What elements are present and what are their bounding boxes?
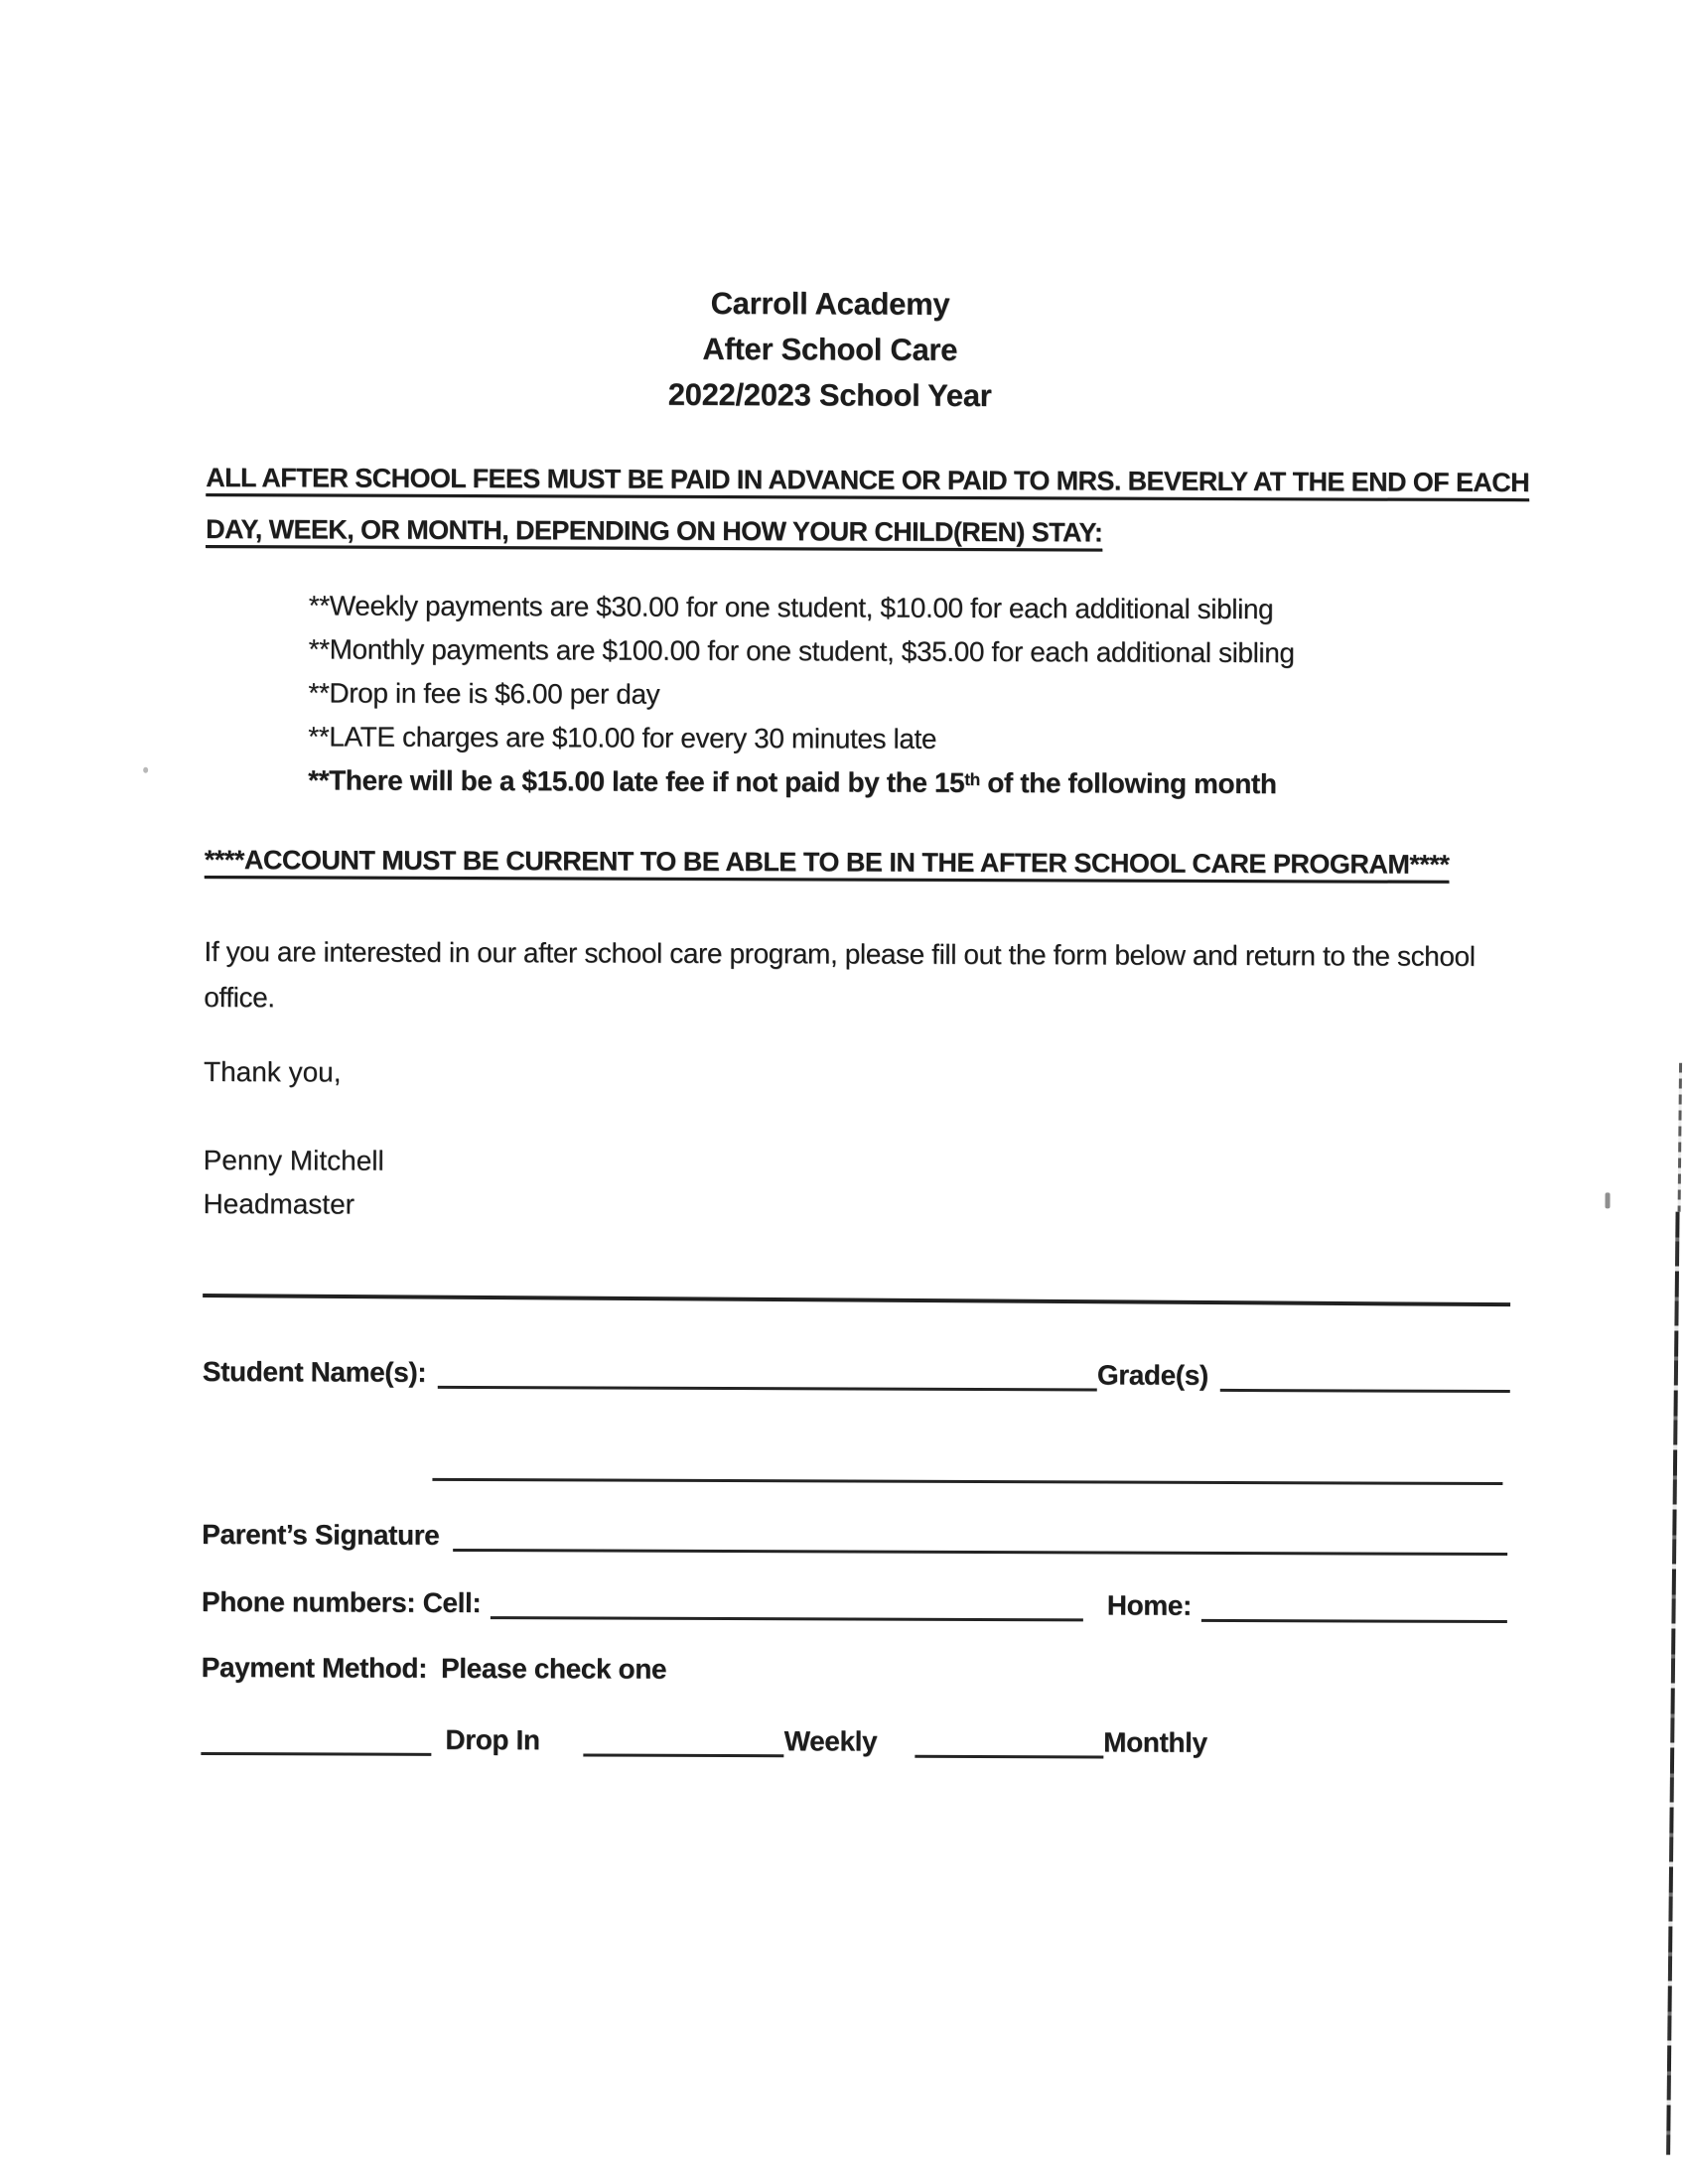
dropin-option-label: Drop In [445, 1723, 540, 1756]
late-fee-ordinal-suffix: th [964, 768, 980, 789]
scan-speck [143, 767, 148, 773]
payment-method-label: Payment Method: [201, 1651, 428, 1684]
late-fee-text: **There will be a $15.00 late fee if not paid by the 15 [308, 764, 965, 798]
weekly-check-blank [584, 1743, 784, 1757]
monthly-option-label: Monthly [1103, 1726, 1207, 1758]
payment-method-row [202, 1652, 667, 1686]
late-fee-text-end: of the following month [979, 766, 1277, 800]
section-divider [203, 1294, 1510, 1306]
home-phone-label: Home: [1106, 1589, 1193, 1621]
student-name-label: Student Name(s): [202, 1355, 427, 1388]
parent-signature-row [202, 1519, 1507, 1556]
payment-options-row [201, 1713, 1206, 1759]
weekly-option-label: Weekly [783, 1725, 878, 1757]
title-line-year: 2022/2023 School Year [667, 376, 992, 414]
scan-artifact-segment-top [1678, 1063, 1682, 1212]
parent-signature-label: Parent’s Signature [202, 1518, 440, 1551]
monthly-check-blank [914, 1745, 1103, 1759]
fee-list [308, 584, 1295, 809]
scan-artifact-segment-bottom [1666, 1212, 1679, 2155]
phone-cell-label: Phone numbers: Cell: [201, 1585, 482, 1619]
sender-name: Penny Mitchell [203, 1144, 384, 1176]
scan-artifact-edge-line [1666, 1063, 1682, 2155]
title-line-school: Carroll Academy [710, 285, 950, 322]
document-title-block [0, 278, 1674, 422]
account-current-notice: ****ACCOUNT MUST BE CURRENT TO BE ABLE TO BE IN THE AFTER SCHOOL CARE PROGRAM**** [204, 844, 1450, 880]
fees-notice-heading: ALL AFTER SCHOOL FEES MUST BE PAID IN ADVANCE OR PAID TO MRS. BEVERLY AT THE END OF EACH DAY, WEEK, OR MONTH, DEPENDING ON HOW YOUR CHILD(REN) STAY: [206, 462, 1530, 548]
fee-item-late-fee [308, 758, 1294, 809]
grades-blank [1220, 1379, 1510, 1393]
home-phone-blank [1201, 1609, 1507, 1623]
fee-item-monthly: **Monthly payments are $100.00 for one student, $35.00 for each additional sibling [308, 633, 1295, 669]
scan-speck [1605, 1192, 1610, 1208]
student-name-row [203, 1356, 1510, 1393]
dropin-check-blank [201, 1742, 431, 1756]
sender-role: Headmaster [203, 1187, 355, 1220]
phone-cell-blank [491, 1606, 1083, 1621]
fee-item-dropin: **Drop in fee is $6.00 per day [308, 677, 660, 710]
student-name-blank [438, 1376, 1097, 1392]
student-name-continuation-blank [432, 1445, 1502, 1485]
intro-paragraph: If you are interested in our after school care program, please fill out the form below and return to the school office. [204, 935, 1476, 1014]
closing-thanks: Thank you, [203, 1055, 342, 1088]
payment-method-hint: Please check one [441, 1652, 667, 1685]
grades-label: Grade(s) [1096, 1359, 1208, 1391]
parent-signature-blank [453, 1539, 1507, 1556]
fee-item-weekly: **Weekly payments are $30.00 for one student, $10.00 for each additional sibling [308, 590, 1274, 625]
phone-numbers-row [202, 1586, 1507, 1623]
title-line-program: After School Care [702, 331, 958, 367]
fee-item-late-charges: **LATE charges are $10.00 for every 30 minutes late [308, 721, 937, 754]
